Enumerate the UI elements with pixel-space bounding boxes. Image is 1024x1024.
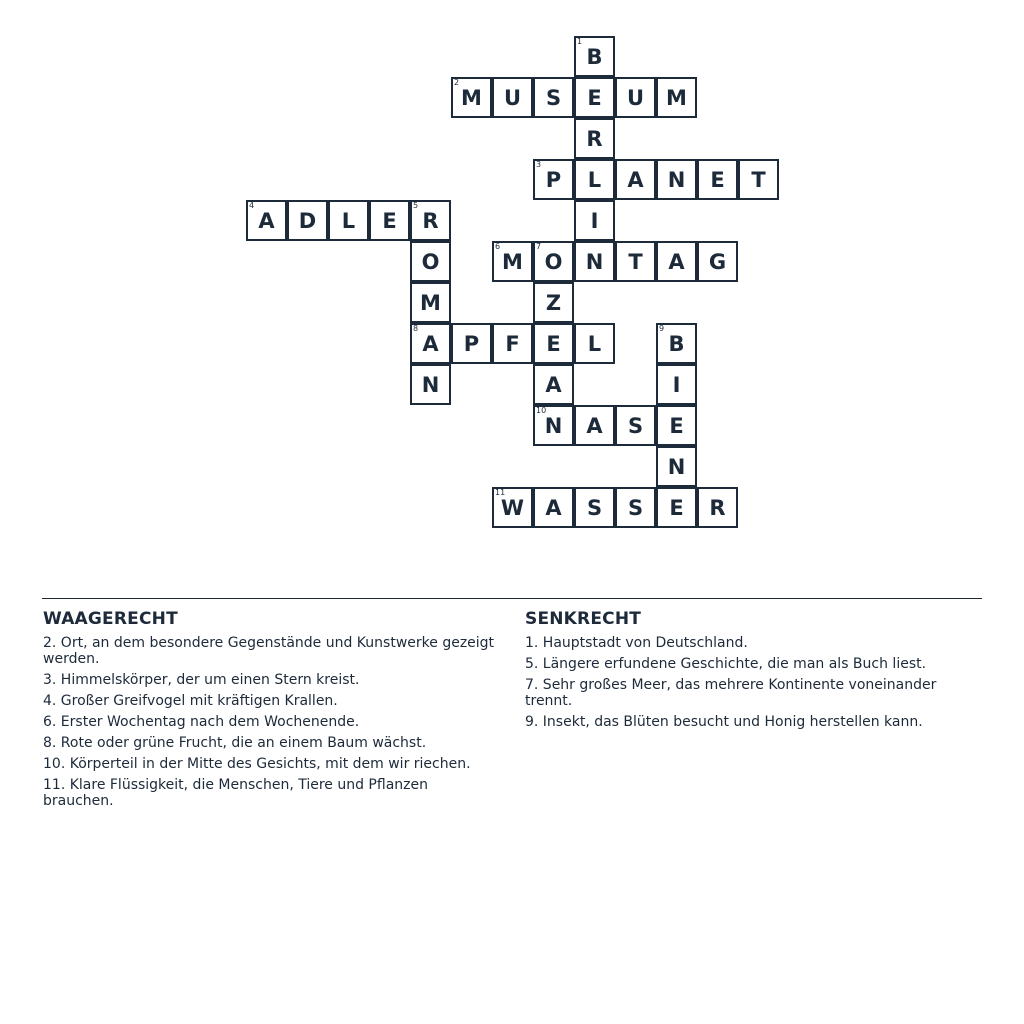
cell-letter: A [545, 495, 562, 520]
cell-letter: N [585, 249, 604, 274]
clue-across-11: 11. Klare Flüssigkeit, die Menschen, Tiere und Pflanzen brauchen. [43, 777, 428, 809]
cell-letter: U [626, 85, 645, 110]
cell-letter: S [545, 85, 562, 110]
cell-letter: Z [545, 290, 562, 315]
clue-number: 9 [659, 324, 665, 333]
grid-cell[interactable] [533, 159, 574, 200]
grid-cell[interactable] [451, 323, 492, 364]
cell-letter: F [505, 331, 520, 356]
grid-cell[interactable] [615, 77, 656, 118]
down-clues [525, 609, 985, 735]
grid-cell[interactable] [533, 282, 574, 323]
grid-cell[interactable] [574, 487, 615, 528]
clue-across-2: 2. Ort, an dem besondere Gegenstände und Kunstwerke gezeigt werden. [43, 635, 495, 667]
cell-letter: I [590, 208, 599, 233]
clue-across-6: 6. Erster Wochentag nach dem Wochenende. [43, 714, 360, 730]
grid-cell[interactable] [574, 405, 615, 446]
grid-cell[interactable] [574, 241, 615, 282]
grid-cell[interactable] [410, 364, 451, 405]
clue-across-8: 8. Rote oder grüne Frucht, die an einem Baum wächst. [43, 735, 427, 751]
grid-cell[interactable] [574, 36, 615, 77]
grid-cell[interactable] [656, 487, 697, 528]
cell-letter: I [672, 372, 681, 397]
cell-letter: D [298, 208, 317, 233]
grid-cell[interactable] [697, 159, 738, 200]
cell-letter: R [422, 208, 439, 233]
clue-number: 3 [536, 160, 542, 169]
grid-cell[interactable] [246, 200, 287, 241]
clue-number: 6 [495, 242, 501, 251]
cell-letter: M [502, 249, 523, 274]
grid-cell[interactable] [533, 323, 574, 364]
grid-cell[interactable] [656, 159, 697, 200]
grid-cell[interactable] [574, 77, 615, 118]
cell-letter: A [586, 413, 603, 438]
clue-number: 5 [413, 201, 419, 210]
cell-letter: P [545, 167, 562, 192]
grid-cell[interactable] [533, 487, 574, 528]
cell-letter: R [586, 126, 603, 151]
clue-down-9: 9. Insekt, das Blüten besucht und Honig herstellen kann. [525, 714, 923, 730]
grid-cell[interactable] [492, 323, 533, 364]
cell-letter: L [587, 331, 602, 356]
grid-cell[interactable] [410, 323, 451, 364]
cell-letter: T [751, 167, 766, 192]
cell-letter: E [546, 331, 561, 356]
cell-letter: L [587, 167, 602, 192]
cell-letter: A [668, 249, 685, 274]
cell-letter: N [544, 413, 563, 438]
grid-cell[interactable] [574, 200, 615, 241]
cell-letter: O [544, 249, 563, 274]
grid-cell[interactable] [533, 241, 574, 282]
clue-number: 11 [495, 488, 506, 497]
grid-cell[interactable] [656, 364, 697, 405]
cell-letter: S [586, 495, 603, 520]
cell-letter: B [668, 331, 685, 356]
grid-cell[interactable] [492, 487, 533, 528]
grid-cell[interactable] [615, 405, 656, 446]
cell-letter: B [586, 44, 603, 69]
cell-letter: O [421, 249, 440, 274]
clue-number: 2 [454, 78, 460, 87]
grid-cell[interactable] [287, 200, 328, 241]
clue-number: 8 [413, 324, 419, 333]
cell-letter: R [709, 495, 726, 520]
grid-cell[interactable] [574, 159, 615, 200]
clue-down-7: 7. Sehr großes Meer, das mehrere Kontinente voneinander trennt. [525, 677, 937, 709]
grid-cell[interactable] [615, 159, 656, 200]
grid-cell[interactable] [656, 405, 697, 446]
grid-cell[interactable] [533, 405, 574, 446]
clue-across-10: 10. Körperteil in der Mitte des Gesichts, mit dem wir riechen. [43, 756, 471, 772]
cell-letter: E [382, 208, 397, 233]
cell-letter: E [669, 495, 684, 520]
grid-cell[interactable] [451, 77, 492, 118]
cell-letter: S [627, 413, 644, 438]
cell-letter: M [420, 290, 441, 315]
cell-letter: A [627, 167, 644, 192]
grid-cell[interactable] [410, 200, 451, 241]
cell-letter: E [669, 413, 684, 438]
clue-down-5: 5. Längere erfundene Geschichte, die man als Buch liest. [525, 656, 927, 672]
cell-letter: G [708, 249, 727, 274]
grid-cell[interactable] [533, 364, 574, 405]
cell-letter: A [422, 331, 439, 356]
grid-cell[interactable] [697, 241, 738, 282]
cell-letter: S [627, 495, 644, 520]
clue-number: 4 [249, 201, 255, 210]
cell-letter: N [421, 372, 440, 397]
cell-letter: E [710, 167, 725, 192]
grid-cell[interactable] [656, 323, 697, 364]
clue-number: 7 [536, 242, 542, 251]
cell-letter: L [341, 208, 356, 233]
grid-cell[interactable] [369, 200, 410, 241]
cell-letter: W [500, 495, 525, 520]
grid-cell[interactable] [697, 487, 738, 528]
grid-cell[interactable] [656, 241, 697, 282]
grid-cell[interactable] [328, 200, 369, 241]
divider [42, 598, 982, 599]
grid-cell[interactable] [410, 282, 451, 323]
across-clues [43, 609, 498, 814]
grid-cell[interactable] [410, 241, 451, 282]
cell-letter: M [666, 85, 687, 110]
cell-letter: N [667, 454, 686, 479]
clue-down-1: 1. Hauptstadt von Deutschland. [525, 635, 748, 651]
cell-letter: M [461, 85, 482, 110]
grid-cell[interactable] [492, 77, 533, 118]
cell-letter: N [667, 167, 686, 192]
clue-number: 10 [536, 406, 547, 415]
cell-letter: E [587, 85, 602, 110]
clue-across-3: 3. Himmelskörper, der um einen Stern kreist. [43, 672, 360, 688]
cell-letter: A [545, 372, 562, 397]
grid-cell[interactable] [492, 241, 533, 282]
clue-number: 1 [577, 37, 583, 46]
clue-across-4: 4. Großer Greifvogel mit kräftigen Krallen. [43, 693, 338, 709]
cell-letter: P [463, 331, 480, 356]
grid-cell[interactable] [574, 323, 615, 364]
cell-letter: U [503, 85, 522, 110]
cell-letter: A [258, 208, 275, 233]
grid-cell[interactable] [615, 487, 656, 528]
grid-cell[interactable] [533, 77, 574, 118]
grid-cell[interactable] [656, 446, 697, 487]
grid-cell[interactable] [615, 241, 656, 282]
down-heading: SENKRECHT [525, 609, 642, 629]
grid-cell[interactable] [574, 118, 615, 159]
cell-letter: T [628, 249, 643, 274]
grid-cell[interactable] [738, 159, 779, 200]
grid-cell[interactable] [656, 77, 697, 118]
across-heading: WAAGERECHT [43, 609, 178, 629]
